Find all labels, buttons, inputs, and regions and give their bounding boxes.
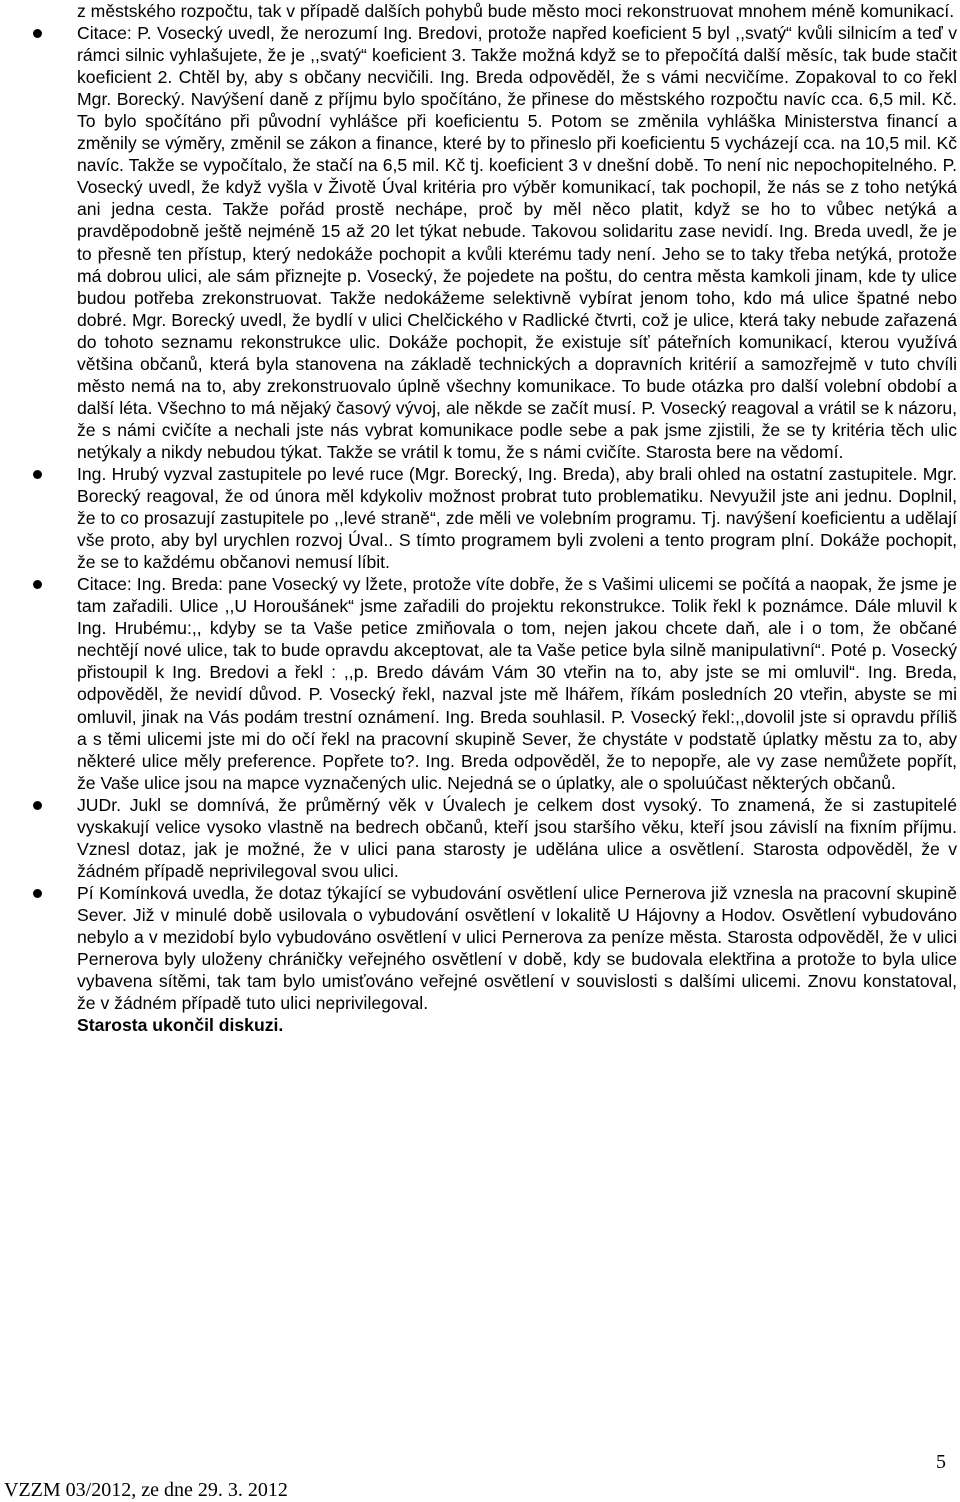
list-item-text: Citace: Ing. Breda: pane Vosecký vy lžete, protože víte dobře, že s Vašimi ulicemi se počítá a naopak, že jsme je tam zařadili. Ulice ,,U Horoušánek“ jsme zařadili do projektu rekonstrukce. Tolik řekl k poznámce. Dále mluvil k Ing. Hrubému:,, kdyby se ta Vaše petice zmiňovala o tom, nejen jakou chcete daň, ale i o tom, že občané nechtějí nové ulice, tak to bude opravdu akceptovat, ale ta Vaše petice byla silně manipulativní“. Poté p. Vosecký přistoupil k Ing. Bredovi a řekl : ,,p. Bredo dávám Vám 30 vteřin na to, aby jste se mi omluvil“. Ing. Breda, odpověděl, že nevidí důvod. P. Vosecký řekl, nazval jste mě lhářem, říkám posledních 20 vteřin, abyste se mi omluvil, jinak na Vás podám trestní oznámení. Ing. Breda souhlasil. P. Vosecký řekl:,,dovolil jste si opravdu příliš a s těmi ulicemi jste mi do očí řekl na pracovní skupině Sever, že chystáte v podstatě úplatky městu za to, aby některé ulice měly preference. Popřete to?. Ing. Breda odpověděl, že to nepopře, ale vy zase nemůžete popřít, že Vaše ulice jsou na mapce vyznačených ulic. Nejedná se o úplatky, ale o spoluúčast některých občanů. (77, 574, 957, 793)
bullet-icon (33, 801, 42, 810)
list-item (77, 463, 957, 573)
list-item (77, 882, 957, 1014)
footer-text: VZZM 03/2012, ze dne 29. 3. 2012 (4, 1479, 288, 1501)
closing-statement: Starosta ukončil diskuzi. (77, 1015, 284, 1036)
bullet-icon (33, 889, 42, 898)
list-item-text: Citace: P. Vosecký uvedl, že nerozumí Ing. Bredovi, protože napřed koeficient 5 byl ,,svatý“ kvůli silnicím a teď v rámci silnic vyhlašujete, že je ,,svatý“ koeficient 3. Takže možná když se to přepočítá další měsíc, tak bude stačit koeficient 2. Chtěl by, aby s občany necvičili. Ing. Breda odpověděl, že s vámi necvičíme. Zopakoval to co řekl Mgr. Borecký. Navýšení daně z příjmu bylo spočítáno, že přinese do městského rozpočtu navíc cca. 6,5 mil. Kč. To bylo spočítáno při původní vyhlášce při koeficientu 5. Potom se změnila vyhláška Ministerstva financí a změnily se výměry, změnil se zákon a finance, které by to přineslo při koeficientu 5 vycházejí cca. na 10,5 mil. Kč navíc. Takže se vypočítalo, že stačí na 6,5 mil. Kč tj. koeficient 3 v dnešní době. To není nic nepochopitelného. P. Vosecký uvedl, že když vyšla v Životě Úval kritéria pro výběr komunikací, tak pochopil, že nás se z toho netýká ani jedna cesta. Takže pořád prostě nechápe, proč by měl něco platit, když se ho to vůbec netýká a pravděpodobně ještě nejméně 15 až 20 let týkat nebude. Takovou solidaritu zase nevidí. Ing. Breda uvedl, že je to přesně ten přístup, který nedokáže pochopit a kvůli kterému tady není. Jeho se to taky třeba netýká, protože má dobrou ulici, ale sám přiznejte p. Vosecký, že pojedete na poštu, do centra města kamkoli jinam, kde ty ulice budou potřeba zrekonstruovat. Takže nedokážeme selektivně vybírat jenom toho, kdo má ulice špatné nebo dobré. Mgr. Borecký uvedl, že bydlí v ulici Chelčického v Radlické čtvrti, což je ulice, která taky nebude zařazená do tohoto seznamu rekonstrukce ulic. Dokáže pochopit, že existuje síť páteřních komunikací, kterou využívá většina občanů, která byla stanovena na základě technických a dopravních kritérií a samozřejmě v tuto chvíli město nemá na to, aby zrekonstruovalo úplně všechny komunikace. To bude otázka pro další volební období a další léta. Všechno to má nějaký časový vývoj, ale někde se začít musí. P. Vosecký reagoval a vrátil se k názoru, že s námi cvičíte a nechali jste nás vybrat komunikace podle sebe a pak jsme zjistili, že se ty kritéria těch ulic netýkaly a nikdy nebudou týkat. Takže se vrátil k tomu, že s námi cvičíte. Starosta bere na vědomí. (77, 23, 957, 462)
list-item-text: JUDr. Jukl se domnívá, že průměrný věk v Úvalech je celkem dost vysoký. To znamená, že si zastupitelé vyskakují velice vysoko vlastně na bedrech občanů, kteří jsou staršího věku, kteří jsou závislí na fixním příjmu. Vznesl dotaz, jak je možné, že v ulici pana starosty je udělána ulice a osvětlení. Starosta odpověděl, že v žádném případě neprivilegoval svou ulici. (77, 794, 957, 881)
bullet-icon (33, 470, 42, 479)
list-item (77, 794, 957, 882)
list-item (77, 573, 957, 793)
list-item-text: Pí Komínková uvedla, že dotaz týkající se vybudování osvětlení ulice Pernerova již vznesla na pracovní skupině Sever. Již v minulé době usilovala o vybudování osvětlení v lokalitě U Hájovny a Hodov. Osvětlení vybudováno nebylo a v mezidobí bylo vybudováno osvětlení v ulici Pernerova za peníze města. Starosta odpověděl, že v ulici Pernerova byly uloženy chráničky veřejného osvětlení v době, kdy se budovala elektřina a protože to byla ulice vybavena sítěmi, tak tam bylo umisťováno veřejné osvětlení v souvislosti s dalšími ulicemi. Znovu konstatoval, že v žádném případě tuto ulici neprivilegoval. (77, 882, 957, 1014)
bullet-icon (33, 580, 42, 589)
list-item-text: Ing. Hrubý vyzval zastupitele po levé ruce (Mgr. Borecký, Ing. Breda), aby brali ohled na ostatní zastupitele. Mgr. Borecký reagoval, že od února měl kdykoliv možnost probrat tuto problematiku. Nevyužil jste ani jednu. Doplnil, že to co prosazují zastupitele po ,,levé straně“, zde měli ve volebním programu. Tj. navýšení koeficientu a udělají vše proto, aby byl urychlen rozvoj Úval.. S tímto programem byli zvoleni a tento program plní. Dokáže pochopit, že se to každému občanovi nemusí líbit. (77, 463, 957, 573)
paragraph-continuation: z městského rozpočtu, tak v případě dalších pohybů bude město moci rekonstruovat mnohem méně komunikací. (77, 1, 955, 21)
bullet-icon (33, 29, 42, 38)
list-item (77, 22, 957, 463)
page-number: 5 (936, 1451, 946, 1473)
document-body (77, 0, 957, 1036)
